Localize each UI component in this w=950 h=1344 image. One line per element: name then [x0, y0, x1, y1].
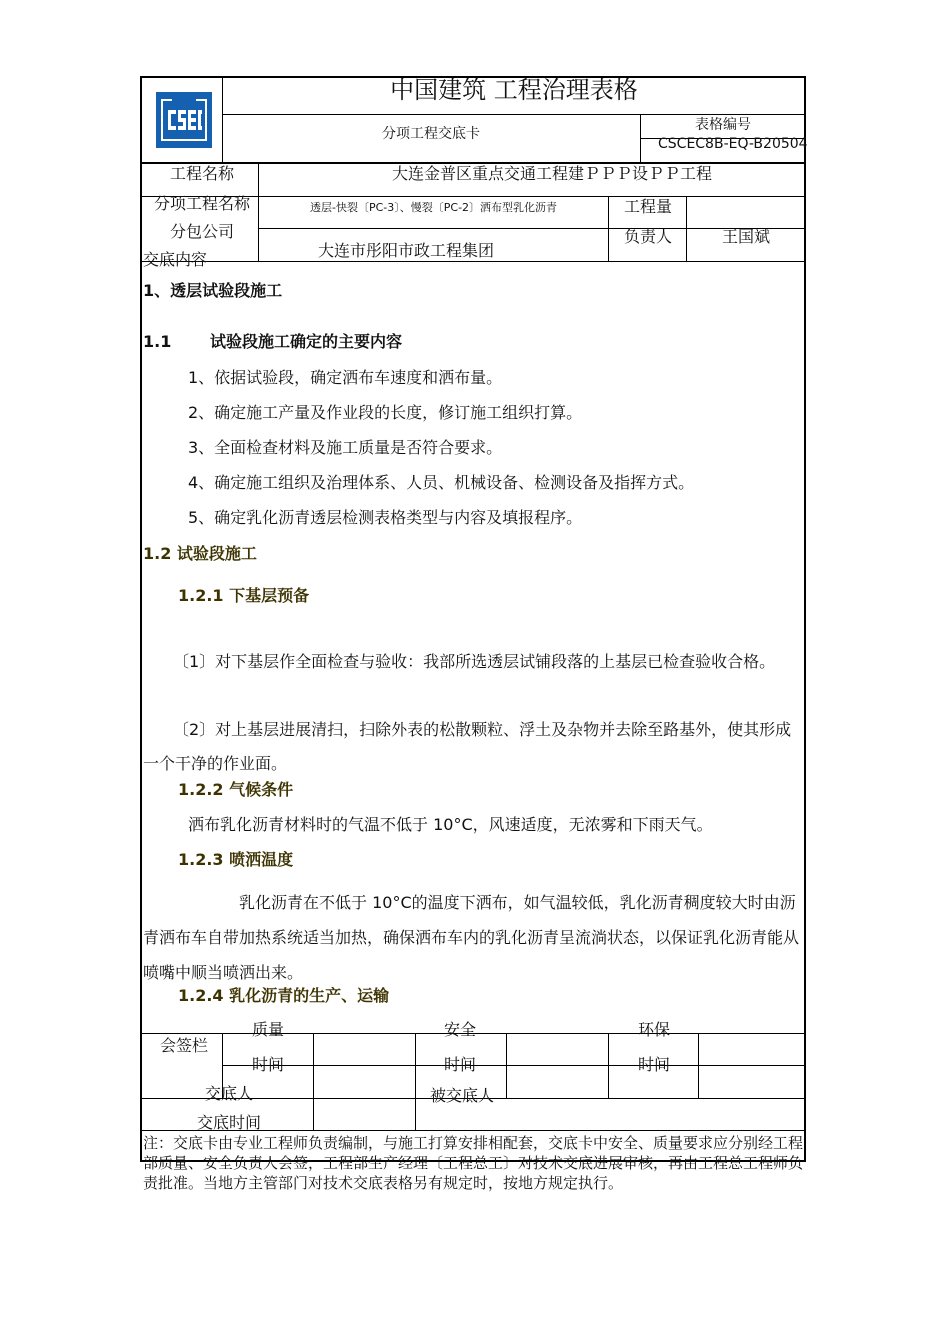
info-col-2	[608, 196, 609, 261]
paragraph-1: 〔1〕对下基层作全面检查与验收：我部所选透层试铺段落的上基层已检查验收合格。	[173, 652, 776, 671]
quantity-label: 工程量	[624, 197, 673, 216]
footer-note: 注：交底卡由专业工程师负责编制，与施工打算安排相配套，交底卡中安全、质量要求应分别经工程部质量、安全负责人会签，工程部生产经理〔工程总工〕对技术交底进展审核，再由工程总工程师负责批准。当地方主管部门对技术交底表格另有规定时，按地方规定执行。	[143, 1134, 804, 1192]
info-col-3	[686, 196, 687, 261]
section-1-2-heading: 1.2 试验段施工	[143, 544, 257, 563]
content-label: 交底内容	[143, 250, 208, 269]
time-label: 时间	[444, 1055, 477, 1074]
safety-label: 安全	[444, 1020, 477, 1039]
section-1-2-4-heading: 1.2.4 乳化沥青的生产、运输	[178, 986, 390, 1005]
header-divider	[222, 114, 806, 115]
time-label: 时间	[638, 1055, 671, 1074]
responsible: 王国斌	[722, 227, 771, 246]
subcontractor: 大连市彤阳市政工程集团	[318, 241, 495, 260]
paragraph-3: 洒布乳化沥青材料时的气温不低于 10°C，风速适度，无浓雾和下雨天气。	[188, 815, 713, 834]
form-title: 中国建筑 工程治理表格	[390, 76, 638, 104]
info-line-3	[140, 261, 806, 262]
section-1-heading: 1、透层试验段施工	[143, 281, 283, 300]
signoff-line-2	[222, 1065, 806, 1066]
project-name: 大连金普区重点交通工程建ＰＰＰ设ＰＰ工程	[392, 164, 713, 183]
subcontractor-label: 分包公司	[170, 222, 235, 241]
section-1-2-3-heading: 1.2.3 喷洒温度	[178, 850, 294, 869]
receiver-label: 被交底人	[430, 1086, 495, 1105]
paragraph-4: 乳化沥青在不低于 10°C的温度下洒布，如气温较低，乳化沥青稠度较大时由沥青洒布车自带加热系统适当加热，确保洒布车内的乳化沥青呈流淌状态，以保证乳化沥青能从喷嘴中顺当喷洒出来。	[143, 893, 800, 982]
list-item: 2、确定施工产量及作业段的长度，修订施工组织打算。	[188, 403, 583, 422]
subproject: 透层-快裂〔PC-3〕、慢裂〔PC-2〕洒布型乳化沥青	[310, 201, 558, 214]
time-label: 时间	[252, 1055, 285, 1074]
list-item: 4、确定施工组织及治理体系、人员、机械设备、检测设备及指挥方式。	[188, 473, 695, 492]
signoff-col-6	[698, 1033, 699, 1098]
project-name-label: 工程名称	[170, 164, 235, 183]
signoff-col-4	[506, 1033, 507, 1098]
section-1-2-1-heading: 1.2.1 下基层预备	[178, 586, 310, 605]
quality-label: 质量	[252, 1020, 285, 1039]
responsible-label: 负责人	[624, 227, 673, 246]
section-1-2-2-heading: 1.2.2 气候条件	[178, 780, 294, 799]
signoff-col-5	[608, 1033, 609, 1098]
form-no-label: 表格编号	[695, 117, 751, 133]
cscec-logo	[156, 92, 212, 148]
signoff-label: 会签栏	[160, 1036, 209, 1055]
form-no: CSCEC8B-EQ-B20504	[658, 136, 808, 152]
paragraph-2: 〔2〕对上基层进展清扫，扫除外表的松散颗粒、浮土及杂物并去除至路基外，使其形成一个干净的作业面。	[143, 720, 792, 773]
list-item: 5、确定乳化沥青透层检测表格类型与内容及填报程序。	[188, 508, 583, 527]
subproject-label: 分项工程名称	[154, 194, 251, 213]
disclose-time-label: 交底时间	[197, 1113, 262, 1132]
list-item: 3、全面检查材料及施工质量是否符合要求。	[188, 438, 503, 457]
env-label: 环保	[638, 1020, 671, 1039]
signoff-col-2	[313, 1033, 314, 1130]
section-1-1-title: 试验段施工确定的主要内容	[210, 332, 403, 351]
list-item: 1、依据试验段，确定洒布车速度和洒布量。	[188, 368, 503, 387]
signoff-col-3	[415, 1033, 416, 1130]
card-name: 分项工程交底卡	[382, 126, 480, 142]
section-1-1-number: 1.1	[143, 332, 172, 351]
info-col-1	[258, 162, 259, 261]
discloser-label: 交底人	[205, 1084, 254, 1103]
